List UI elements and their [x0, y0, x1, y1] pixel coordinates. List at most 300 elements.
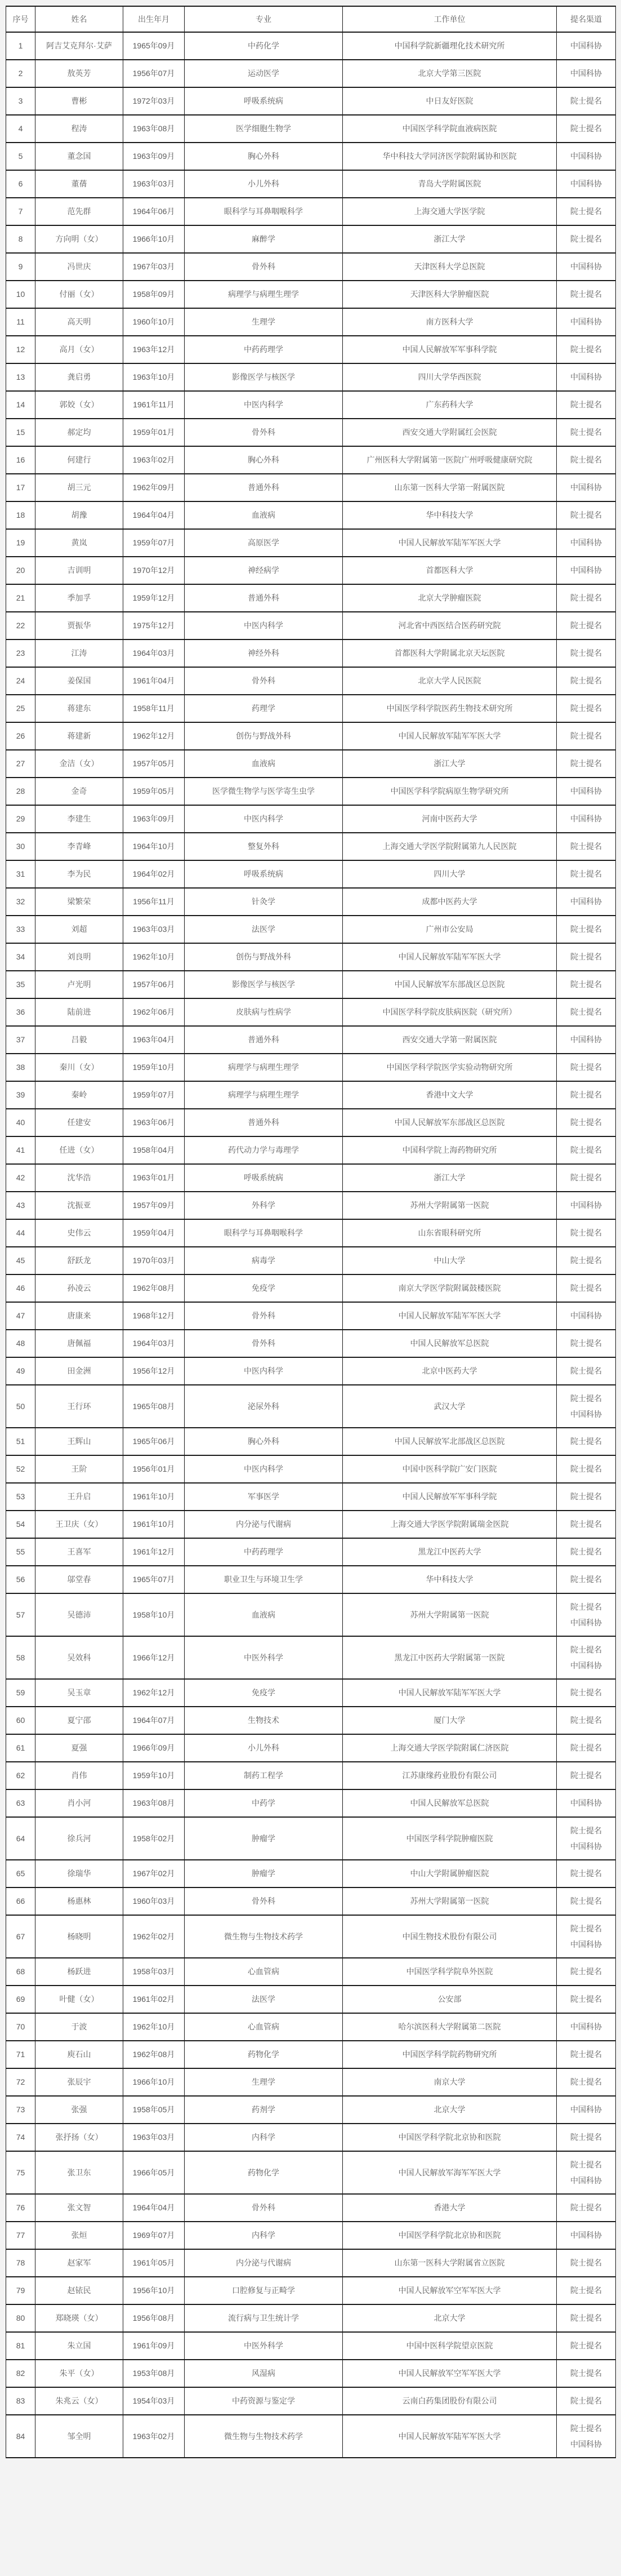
cell-nomination-channel	[557, 336, 616, 363]
nomination-channel-label: 院士提名	[570, 455, 602, 465]
nomination-channel-label: 中国科协	[570, 41, 602, 51]
nomination-channel-label: 中国科协	[570, 566, 602, 575]
cell-work-unit: 中国医学科学院阜外医院	[343, 1958, 557, 1986]
nomination-channel-label: 中国科协	[570, 262, 602, 272]
cell-name: 李建生	[35, 805, 123, 833]
cell-name: 王卫庆（女）	[35, 1511, 123, 1538]
cell-index: 45	[6, 1247, 35, 1274]
table-row	[6, 32, 616, 60]
nomination-channel-label: 中国科协	[570, 372, 602, 382]
cell-index: 12	[6, 336, 35, 363]
cell-nomination-channel	[557, 1455, 616, 1483]
cell-nomination-channel	[557, 391, 616, 419]
cell-nomination-channel	[557, 888, 616, 916]
cell-index: 19	[6, 529, 35, 557]
nomination-channel-label: 院士提名	[570, 649, 602, 658]
cell-work-unit: 中国医学科学院北京协和医院	[343, 2222, 557, 2249]
column-header-index: 序号	[6, 6, 35, 32]
cell-nomination-channel	[557, 1302, 616, 1330]
cell-index: 32	[6, 888, 35, 916]
cell-specialty: 口腔修复与正畸学	[185, 2277, 343, 2304]
cell-work-unit: 山东省眼科研究所	[343, 1219, 557, 1247]
cell-work-unit: 上海交通大学医学院	[343, 198, 557, 225]
cell-specialty: 骨外科	[185, 2194, 343, 2222]
cell-work-unit: 香港中文大学	[343, 1081, 557, 1109]
table-row	[6, 1958, 616, 1986]
nomination-channel-label: 院士提名	[570, 676, 602, 686]
cell-name: 邹全明	[35, 2415, 123, 2458]
table-row	[6, 281, 616, 308]
cell-birth-date: 1963年08月	[123, 115, 185, 143]
cell-work-unit: 中国人民解放军北部战区总医院	[343, 1428, 557, 1455]
cell-specialty: 生理学	[185, 2068, 343, 2096]
cell-birth-date: 1957年05月	[123, 750, 185, 778]
cell-name: 姜保国	[35, 667, 123, 695]
cell-name: 方向明（女）	[35, 225, 123, 253]
nomination-channel-label: 院士提名	[570, 1007, 602, 1017]
cell-birth-date: 1958年09月	[123, 281, 185, 308]
cell-name: 董念国	[35, 143, 123, 170]
cell-index: 83	[6, 2387, 35, 2415]
cell-birth-date: 1958年03月	[123, 1958, 185, 1986]
cell-name: 杨跃进	[35, 1958, 123, 1986]
cell-birth-date: 1964年04月	[123, 2194, 185, 2222]
cell-nomination-channel	[557, 1357, 616, 1385]
cell-work-unit: 中日友好医院	[343, 87, 557, 115]
nomination-channel-label: 中国科协	[570, 897, 602, 907]
cell-name: 刘超	[35, 916, 123, 943]
cell-specialty: 皮肤病与性病学	[185, 998, 343, 1026]
cell-nomination-channel	[557, 1330, 616, 1357]
table-row	[6, 1026, 616, 1054]
cell-name: 张抒扬（女）	[35, 2124, 123, 2151]
cell-work-unit: 中国人民解放军海军军医大学	[343, 2151, 557, 2194]
cell-work-unit: 中国医学科学院皮肤病医院（研究所）	[343, 998, 557, 1026]
table-row	[6, 2151, 616, 2194]
cell-name: 蒋建东	[35, 695, 123, 722]
table-row	[6, 612, 616, 639]
cell-index: 64	[6, 1817, 35, 1860]
cell-specialty: 免疫学	[185, 1679, 343, 1707]
cell-nomination-channel	[557, 722, 616, 750]
cell-name: 张烜	[35, 2222, 123, 2249]
cell-specialty: 内科学	[185, 2124, 343, 2151]
cell-nomination-channel	[557, 1109, 616, 1136]
cell-work-unit: 云南白药集团股份有限公司	[343, 2387, 557, 2415]
cell-nomination-channel	[557, 2277, 616, 2304]
cell-index: 42	[6, 1164, 35, 1192]
table-row	[6, 2222, 616, 2249]
cell-birth-date: 1953年08月	[123, 2360, 185, 2387]
cell-specialty: 麻醉学	[185, 225, 343, 253]
cell-specialty: 药代动力学与毒理学	[185, 1136, 343, 1164]
cell-name: 唐佩福	[35, 1330, 123, 1357]
cell-birth-date: 1969年07月	[123, 2222, 185, 2249]
cell-specialty: 创伤与野战外科	[185, 722, 343, 750]
cell-name: 黄岚	[35, 529, 123, 557]
cell-nomination-channel	[557, 115, 616, 143]
cell-birth-date: 1963年03月	[123, 170, 185, 198]
cell-index: 33	[6, 916, 35, 943]
cell-birth-date: 1956年12月	[123, 1357, 185, 1385]
nomination-channel-label: 院士提名	[570, 428, 602, 437]
cell-index: 23	[6, 639, 35, 667]
cell-birth-date: 1963年03月	[123, 2124, 185, 2151]
cell-nomination-channel	[557, 474, 616, 501]
table-row	[6, 1707, 616, 1734]
cell-nomination-channel	[557, 2304, 616, 2332]
nomination-channel-label: 院士提名	[570, 1256, 602, 1265]
table-row	[6, 1274, 616, 1302]
cell-birth-date: 1964年04月	[123, 501, 185, 529]
table-row	[6, 170, 616, 198]
nomination-channel-label: 院士提名	[570, 621, 602, 630]
nomination-channel-label: 院士提名	[570, 1716, 602, 1725]
cell-work-unit: 中国人民解放军东部战区总医院	[343, 1109, 557, 1136]
column-header-specialty: 专业	[185, 6, 343, 32]
cell-work-unit: 河北省中西医结合医药研究院	[343, 612, 557, 639]
table-row	[6, 87, 616, 115]
cell-work-unit: 中国医学科学院医学实验动物研究所	[343, 1054, 557, 1081]
cell-index: 43	[6, 1192, 35, 1219]
cell-work-unit: 中国人民解放军总医院	[343, 1330, 557, 1357]
cell-nomination-channel	[557, 1860, 616, 1887]
cell-index: 62	[6, 1762, 35, 1789]
cell-name: 朱平（女）	[35, 2360, 123, 2387]
cell-name: 吴效科	[35, 1636, 123, 1679]
cell-birth-date: 1961年09月	[123, 2332, 185, 2360]
cell-name: 张卫东	[35, 2151, 123, 2194]
cell-specialty: 中医内科学	[185, 391, 343, 419]
nomination-channel-label: 院士提名	[570, 1228, 602, 1238]
cell-index: 81	[6, 2332, 35, 2360]
cell-index: 63	[6, 1789, 35, 1817]
cell-name: 杨晓明	[35, 1915, 123, 1958]
table-row	[6, 391, 616, 419]
nomination-channel-label: 中国科协	[570, 1410, 602, 1419]
cell-work-unit: 黑龙江中医药大学附属第一医院	[343, 1636, 557, 1679]
cell-birth-date: 1963年09月	[123, 805, 185, 833]
cell-nomination-channel	[557, 446, 616, 474]
cell-index: 3	[6, 87, 35, 115]
cell-name: 沈华浩	[35, 1164, 123, 1192]
cell-birth-date: 1959年04月	[123, 1219, 185, 1247]
cell-index: 20	[6, 557, 35, 584]
cell-birth-date: 1966年09月	[123, 1734, 185, 1762]
table-row	[6, 695, 616, 722]
table-row	[6, 998, 616, 1026]
cell-name: 何建行	[35, 446, 123, 474]
cell-specialty: 神经外科	[185, 639, 343, 667]
cell-specialty: 针灸学	[185, 888, 343, 916]
cell-index: 75	[6, 2151, 35, 2194]
table-row	[6, 805, 616, 833]
cell-nomination-channel	[557, 1081, 616, 1109]
cell-index: 39	[6, 1081, 35, 1109]
nomination-channel-label: 院士提名	[570, 124, 602, 134]
table-header	[6, 6, 616, 32]
cell-specialty: 普通外科	[185, 474, 343, 501]
cell-index: 82	[6, 2360, 35, 2387]
cell-birth-date: 1961年05月	[123, 2249, 185, 2277]
cell-work-unit: 中国中医科学院望京医院	[343, 2332, 557, 2360]
cell-nomination-channel	[557, 2096, 616, 2124]
table-row	[6, 446, 616, 474]
cell-specialty: 内科学	[185, 2222, 343, 2249]
cell-work-unit: 中国人民解放军陆军军医大学	[343, 2415, 557, 2458]
cell-index: 9	[6, 253, 35, 281]
nomination-channel-label: 中国科协	[570, 2440, 602, 2449]
cell-index: 22	[6, 612, 35, 639]
cell-specialty: 中医内科学	[185, 612, 343, 639]
cell-birth-date: 1963年09月	[123, 143, 185, 170]
cell-work-unit: 山东第一医科大学附属省立医院	[343, 2249, 557, 2277]
cell-index: 5	[6, 143, 35, 170]
cell-birth-date: 1967年03月	[123, 253, 185, 281]
cell-nomination-channel	[557, 225, 616, 253]
cell-birth-date: 1962年08月	[123, 2041, 185, 2068]
cell-specialty: 骨外科	[185, 1330, 343, 1357]
cell-name: 吴玉章	[35, 1679, 123, 1707]
cell-index: 84	[6, 2415, 35, 2458]
cell-specialty: 中药学	[185, 1789, 343, 1817]
cell-birth-date: 1963年03月	[123, 916, 185, 943]
cell-name: 夏强	[35, 1734, 123, 1762]
cell-nomination-channel	[557, 750, 616, 778]
table-row	[6, 336, 616, 363]
cell-index: 60	[6, 1707, 35, 1734]
cell-nomination-channel	[557, 1428, 616, 1455]
table-row	[6, 2249, 616, 2277]
cell-birth-date: 1961年10月	[123, 1511, 185, 1538]
cell-nomination-channel	[557, 2151, 616, 2194]
cell-work-unit: 中国医学科学院北京协和医院	[343, 2124, 557, 2151]
table-row	[6, 1081, 616, 1109]
cell-nomination-channel	[557, 1762, 616, 1789]
cell-specialty: 免疫学	[185, 1274, 343, 1302]
table-row	[6, 2124, 616, 2151]
cell-nomination-channel	[557, 860, 616, 888]
cell-birth-date: 1965年09月	[123, 32, 185, 60]
cell-specialty: 小儿外科	[185, 170, 343, 198]
cell-birth-date: 1959年01月	[123, 419, 185, 446]
nomination-channel-label: 院士提名	[570, 1492, 602, 1502]
cell-nomination-channel	[557, 1192, 616, 1219]
nomination-channel-label: 院士提名	[570, 400, 602, 410]
nomination-channel-label: 院士提名	[570, 1145, 602, 1155]
cell-work-unit: 浙江大学	[343, 225, 557, 253]
cell-specialty: 血液病	[185, 1593, 343, 1636]
nomination-channel-label: 院士提名	[570, 290, 602, 299]
cell-specialty: 中药化学	[185, 32, 343, 60]
nomination-channel-label: 中国科协	[570, 1618, 602, 1627]
cell-name: 李为民	[35, 860, 123, 888]
cell-nomination-channel	[557, 2222, 616, 2249]
cell-name: 肖伟	[35, 1762, 123, 1789]
cell-specialty: 中医内科学	[185, 1357, 343, 1385]
cell-name: 吕毅	[35, 1026, 123, 1054]
cell-name: 季加孚	[35, 584, 123, 612]
cell-work-unit: 广州医科大学附属第一医院广州呼吸健康研究院	[343, 446, 557, 474]
nomination-channel-label: 院士提名	[570, 1575, 602, 1584]
cell-specialty: 影像医学与核医学	[185, 971, 343, 998]
cell-specialty: 泌尿外科	[185, 1385, 343, 1428]
table-row	[6, 1109, 616, 1136]
cell-index: 68	[6, 1958, 35, 1986]
table-row	[6, 1789, 616, 1817]
table-row	[6, 2068, 616, 2096]
table-row	[6, 860, 616, 888]
cell-birth-date: 1958年10月	[123, 1593, 185, 1636]
cell-work-unit: 北京大学肿瘤医院	[343, 584, 557, 612]
cell-nomination-channel	[557, 363, 616, 391]
cell-name: 秦岭	[35, 1081, 123, 1109]
table-row	[6, 1887, 616, 1915]
cell-birth-date: 1959年05月	[123, 778, 185, 805]
cell-work-unit: 青岛大学附属医院	[343, 170, 557, 198]
cell-work-unit: 中山大学	[343, 1247, 557, 1274]
cell-index: 8	[6, 225, 35, 253]
cell-nomination-channel	[557, 778, 616, 805]
cell-specialty: 胸心外科	[185, 143, 343, 170]
cell-birth-date: 1964年02月	[123, 860, 185, 888]
cell-name: 田金洲	[35, 1357, 123, 1385]
cell-work-unit: 北京大学	[343, 2096, 557, 2124]
cell-nomination-channel	[557, 2387, 616, 2415]
cell-name: 唐康来	[35, 1302, 123, 1330]
cell-work-unit: 四川大学华西医院	[343, 363, 557, 391]
nomination-channel-label: 中国科协	[570, 69, 602, 78]
cell-work-unit: 中国人民解放军东部战区总医院	[343, 971, 557, 998]
nomination-channel-label: 院士提名	[570, 2369, 602, 2378]
cell-index: 16	[6, 446, 35, 474]
cell-specialty: 骨外科	[185, 253, 343, 281]
cell-nomination-channel	[557, 1136, 616, 1164]
cell-index: 73	[6, 2096, 35, 2124]
nomination-channel-label: 中国科协	[570, 1940, 602, 1949]
nomination-channel-label: 中国科协	[570, 317, 602, 327]
cell-name: 冯世庆	[35, 253, 123, 281]
nomination-channel-label: 中国科协	[570, 2022, 602, 2032]
cell-birth-date: 1975年12月	[123, 612, 185, 639]
cell-index: 55	[6, 1538, 35, 1566]
cell-name: 郭姣（女）	[35, 391, 123, 419]
cell-specialty: 普通外科	[185, 1109, 343, 1136]
table-row	[6, 1817, 616, 1860]
cell-birth-date: 1961年11月	[123, 391, 185, 419]
cell-work-unit: 中国中医科学院广安门医院	[343, 1455, 557, 1483]
cell-work-unit: 厦门大学	[343, 1707, 557, 1734]
nomination-channel-label: 中国科协	[570, 2105, 602, 2115]
nomination-channel-label: 院士提名	[570, 234, 602, 244]
cell-name: 张辰宇	[35, 2068, 123, 2096]
cell-birth-date: 1966年10月	[123, 2068, 185, 2096]
cell-specialty: 高原医学	[185, 529, 343, 557]
cell-nomination-channel	[557, 805, 616, 833]
table-row	[6, 2304, 616, 2332]
cell-specialty: 中药资源与鉴定学	[185, 2387, 343, 2415]
cell-nomination-channel	[557, 1566, 616, 1593]
cell-name: 邬堂春	[35, 1566, 123, 1593]
cell-specialty: 职业卫生与环境卫生学	[185, 1566, 343, 1593]
cell-nomination-channel	[557, 1915, 616, 1958]
cell-work-unit: 南京大学	[343, 2068, 557, 2096]
cell-birth-date: 1956年11月	[123, 888, 185, 916]
cell-work-unit: 中国医学科学院病原生物学研究所	[343, 778, 557, 805]
nomination-channel-label: 院士提名	[570, 593, 602, 603]
cell-index: 56	[6, 1566, 35, 1593]
cell-work-unit: 华中科技大学	[343, 1566, 557, 1593]
nomination-channel-label: 院士提名	[570, 731, 602, 741]
nomination-channel-label: 院士提名	[570, 1771, 602, 1780]
nomination-channel-label: 院士提名	[570, 1118, 602, 1127]
cell-name: 胡三元	[35, 474, 123, 501]
nomination-channel-label: 院士提名	[570, 96, 602, 106]
cell-work-unit: 江苏康缘药业股份有限公司	[343, 1762, 557, 1789]
cell-birth-date: 1964年03月	[123, 639, 185, 667]
cell-nomination-channel	[557, 916, 616, 943]
table-row	[6, 2387, 616, 2415]
cell-index: 15	[6, 419, 35, 446]
nomination-channel-label: 院士提名	[570, 1924, 602, 1933]
nomination-channel-label: 院士提名	[570, 2258, 602, 2268]
nomination-channel-label: 院士提名	[570, 1645, 602, 1654]
cell-birth-date: 1965年07月	[123, 1566, 185, 1593]
cell-name: 曹彬	[35, 87, 123, 115]
table-row	[6, 1860, 616, 1887]
cell-name: 肖小河	[35, 1789, 123, 1817]
cell-name: 胡豫	[35, 501, 123, 529]
cell-specialty: 眼科学与耳鼻咽喉科学	[185, 1219, 343, 1247]
header-row	[6, 6, 616, 32]
cell-work-unit: 西安交通大学附属红会医院	[343, 419, 557, 446]
cell-index: 1	[6, 32, 35, 60]
cell-work-unit: 中国人民解放军陆军军医大学	[343, 529, 557, 557]
cell-nomination-channel	[557, 1986, 616, 2013]
cell-specialty: 法医学	[185, 916, 343, 943]
table-row	[6, 2013, 616, 2041]
cell-birth-date: 1964年07月	[123, 1707, 185, 1734]
cell-specialty: 呼吸系统病	[185, 1164, 343, 1192]
nomination-channel-label: 院士提名	[570, 2341, 602, 2351]
cell-birth-date: 1972年03月	[123, 87, 185, 115]
cell-name: 郝定均	[35, 419, 123, 446]
cell-name: 王喜军	[35, 1538, 123, 1566]
cell-index: 80	[6, 2304, 35, 2332]
cell-index: 41	[6, 1136, 35, 1164]
cell-name: 敖英芳	[35, 60, 123, 87]
table-row	[6, 2360, 616, 2387]
table-row	[6, 1385, 616, 1428]
cell-birth-date: 1966年10月	[123, 225, 185, 253]
cell-specialty: 生理学	[185, 308, 343, 336]
cell-index: 26	[6, 722, 35, 750]
cell-nomination-channel	[557, 1511, 616, 1538]
cell-work-unit: 公安部	[343, 1986, 557, 2013]
cell-work-unit: 天津医科大学肿瘤医院	[343, 281, 557, 308]
cell-work-unit: 成都中医药大学	[343, 888, 557, 916]
cell-name: 贾振华	[35, 612, 123, 639]
cell-work-unit: 山东第一医科大学第一附属医院	[343, 474, 557, 501]
nomination-channel-label: 院士提名	[570, 1897, 602, 1906]
cell-specialty: 生物技术	[185, 1707, 343, 1734]
cell-specialty: 小儿外科	[185, 1734, 343, 1762]
cell-specialty: 普通外科	[185, 1026, 343, 1054]
table-row	[6, 1566, 616, 1593]
cell-index: 72	[6, 2068, 35, 2096]
cell-specialty: 法医学	[185, 1986, 343, 2013]
cell-nomination-channel	[557, 1707, 616, 1734]
